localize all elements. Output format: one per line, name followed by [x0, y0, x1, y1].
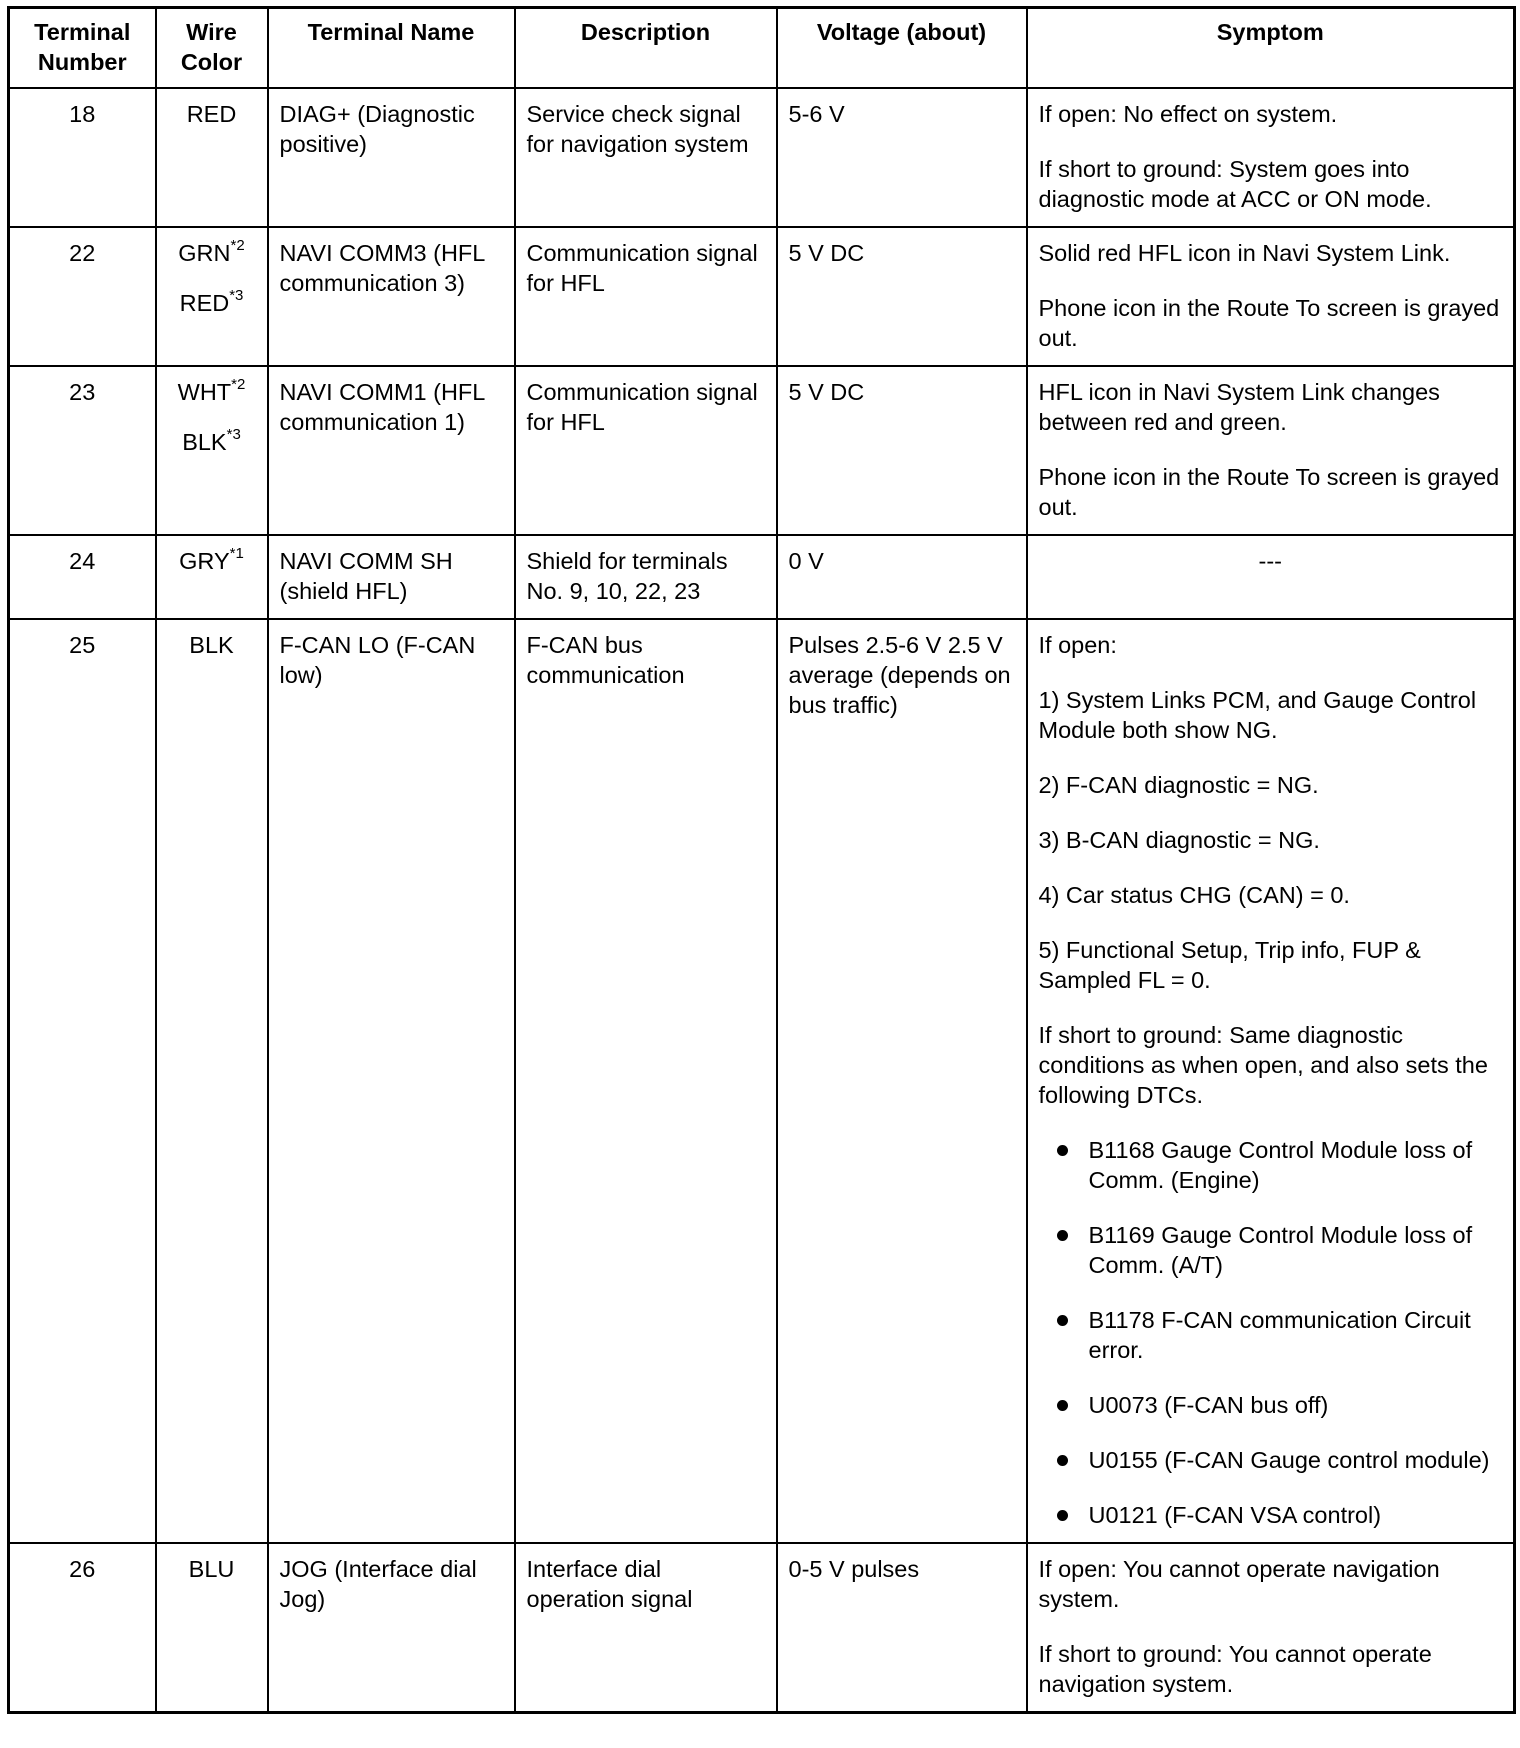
symptom-cell [1027, 619, 1515, 1543]
header-symptom: Symptom [1027, 8, 1515, 89]
table-row [9, 535, 1515, 619]
wire-color-text: BLK [189, 632, 234, 658]
wire-color-cell [156, 366, 268, 535]
voltage-cell: 0-5 V pulses [777, 1543, 1027, 1713]
symptom-cell [1027, 1543, 1515, 1713]
wire-color-cell [156, 619, 268, 1543]
wire-color-text: GRN [178, 240, 231, 266]
description-cell: Service check signal for navigation system [515, 88, 777, 227]
symptom-paragraph: If open: You cannot operate navigation system. [1038, 1556, 1440, 1612]
description-cell: Communication signal for HFL [515, 366, 777, 535]
voltage-cell: 5 V DC [777, 366, 1027, 535]
table-row [9, 88, 1515, 227]
wire-color-cell [156, 535, 268, 619]
header-terminal-name: Terminal Name [268, 8, 515, 89]
dtc-list-item: U0121 (F-CAN VSA control) [1039, 1500, 1503, 1530]
wire-color [168, 377, 256, 407]
wire-color [168, 1554, 256, 1584]
dtc-list-item: B1169 Gauge Control Module loss of Comm. (A/T) [1039, 1220, 1503, 1280]
wire-color-text: RED [179, 290, 230, 316]
symptom-paragraph: HFL icon in Navi System Link changes between red and green. [1038, 379, 1440, 435]
voltage-cell: 5 V DC [777, 227, 1027, 366]
symptom-cell [1027, 88, 1515, 227]
header-wire-color: Wire Color [156, 8, 268, 89]
terminal-name-cell: F-CAN LO (F-CAN low) [268, 619, 515, 1543]
header-voltage: Voltage (about) [777, 8, 1027, 89]
symptom-paragraph: 5) Functional Setup, Trip info, FUP & Sampled FL = 0. [1038, 937, 1421, 993]
terminal-name-cell: JOG (Interface dial Jog) [268, 1543, 515, 1713]
description-cell: Shield for terminals No. 9, 10, 22, 23 [515, 535, 777, 619]
wire-color-cell [156, 227, 268, 366]
description-cell: Communication signal for HFL [515, 227, 777, 366]
terminal-number-cell: 24 [9, 535, 156, 619]
wire-color [168, 427, 256, 457]
terminal-name-cell: NAVI COMM3 (HFL communication 3) [268, 227, 515, 366]
wire-color-text: BLK [182, 429, 227, 455]
wire-color [168, 546, 256, 576]
terminal-name-cell: NAVI COMM SH (shield HFL) [268, 535, 515, 619]
header-description: Description [515, 8, 777, 89]
description-cell: F-CAN bus communication [515, 619, 777, 1543]
wire-color-cell [156, 88, 268, 227]
wire-color [168, 630, 256, 660]
dtc-list-item: U0073 (F-CAN bus off) [1039, 1390, 1503, 1420]
wire-color [168, 238, 256, 268]
voltage-cell: Pulses 2.5-6 V 2.5 V average (depends on bus traffic) [777, 619, 1027, 1543]
wire-color-cell [156, 1543, 268, 1713]
symptom-cell [1027, 535, 1515, 619]
symptom-paragraph: 4) Car status CHG (CAN) = 0. [1038, 882, 1350, 908]
symptom-paragraph: If short to ground: System goes into diagnostic mode at ACC or ON mode. [1038, 156, 1432, 212]
symptom-paragraph: If short to ground: You cannot operate navigation system. [1038, 1641, 1432, 1697]
dtc-list-item: B1178 F-CAN communication Circuit error. [1039, 1305, 1503, 1365]
symptom-paragraph: --- [1258, 548, 1282, 574]
dtc-list-item: B1168 Gauge Control Module loss of Comm. (Engine) [1039, 1135, 1503, 1195]
symptom-paragraph: 3) B-CAN diagnostic = NG. [1038, 827, 1320, 853]
terminal-number-cell: 23 [9, 366, 156, 535]
wire-color-note: *1 [229, 545, 244, 563]
table-row [9, 227, 1515, 366]
wire-color-text: RED [186, 101, 237, 127]
terminal-table [7, 6, 1516, 1714]
wire-color [168, 288, 256, 318]
terminal-number-cell: 22 [9, 227, 156, 366]
header-row [9, 8, 1515, 89]
symptom-paragraph: If open: [1038, 632, 1117, 658]
wire-color-note: *3 [226, 426, 241, 444]
wire-color-note: *2 [231, 376, 246, 394]
symptom-paragraph: If short to ground: Same diagnostic conditions as when open, and also sets the following DTCs. [1038, 1022, 1488, 1108]
terminal-number-cell: 18 [9, 88, 156, 227]
dtc-list-item: U0155 (F-CAN Gauge control module) [1039, 1445, 1503, 1475]
table-row [9, 619, 1515, 1543]
description-cell: Interface dial operation signal [515, 1543, 777, 1713]
table-row [9, 366, 1515, 535]
wire-color-text: WHT [177, 379, 232, 405]
voltage-cell: 0 V [777, 535, 1027, 619]
terminal-number-cell: 25 [9, 619, 156, 1543]
table-row [9, 1543, 1515, 1713]
symptom-paragraph: 2) F-CAN diagnostic = NG. [1038, 772, 1319, 798]
wire-color-note: *3 [229, 287, 244, 305]
symptom-paragraph: Phone icon in the Route To screen is grayed out. [1038, 464, 1500, 520]
dtc-list [1039, 1135, 1503, 1530]
wire-color-text: BLU [188, 1556, 235, 1582]
symptom-paragraph: Solid red HFL icon in Navi System Link. [1038, 240, 1451, 266]
terminal-name-cell: DIAG+ (Diagnostic positive) [268, 88, 515, 227]
wire-color-note: *2 [230, 237, 245, 255]
voltage-cell: 5-6 V [777, 88, 1027, 227]
wire-color [168, 99, 256, 129]
symptom-cell [1027, 366, 1515, 535]
terminal-number-cell: 26 [9, 1543, 156, 1713]
symptom-paragraph: 1) System Links PCM, and Gauge Control Module both show NG. [1038, 687, 1477, 743]
wire-color-text: GRY [179, 548, 230, 574]
symptom-cell [1027, 227, 1515, 366]
symptom-paragraph: Phone icon in the Route To screen is grayed out. [1038, 295, 1500, 351]
header-terminal-number: Terminal Number [9, 8, 156, 89]
symptom-paragraph: If open: No effect on system. [1038, 101, 1338, 127]
terminal-name-cell: NAVI COMM1 (HFL communication 1) [268, 366, 515, 535]
dtc-list-wrapper [1039, 1135, 1503, 1530]
